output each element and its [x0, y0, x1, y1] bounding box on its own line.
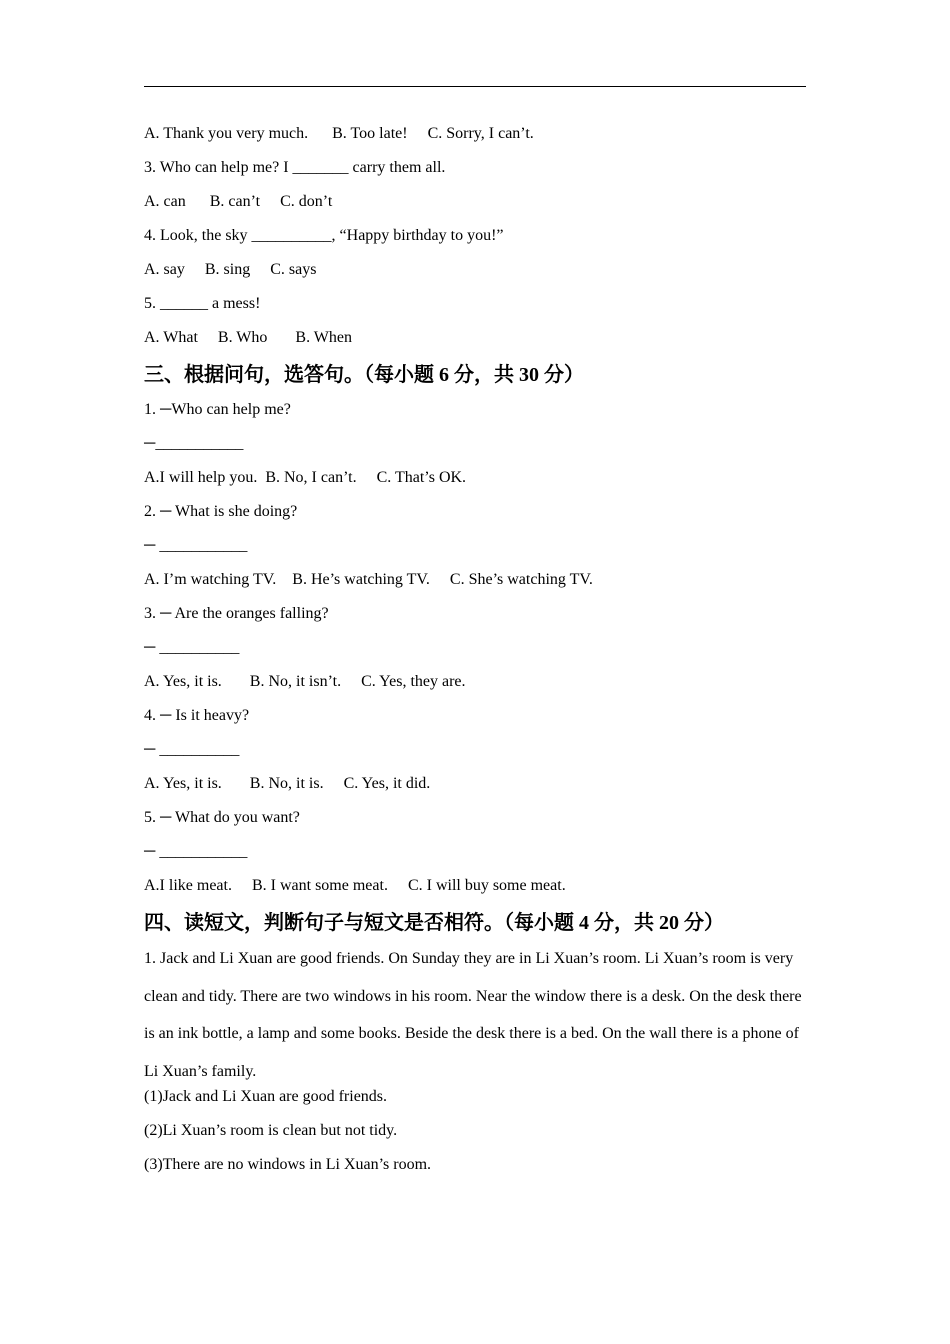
q5-question: 5. ______ a mess! [144, 295, 261, 312]
s3-q4-blank: ─ __________ [144, 741, 240, 758]
s3-q3-question: 3. ─ Are the oranges falling? [144, 605, 329, 622]
document-body [144, 124, 806, 1189]
q5-options: A. What B. Who B. When [144, 329, 352, 346]
s3-q3-options: A. Yes, it is. B. No, it isn’t. C. Yes, they are. [144, 673, 466, 690]
q4-question: 4. Look, the sky __________, “Happy birthday to you!” [144, 227, 504, 244]
s3-q4-question: 4. ─ Is it heavy? [144, 707, 250, 724]
section4-heading: 四、读短文，判断句子与短文是否相符。（每小题 4 分，共 20 分） [144, 912, 724, 934]
s3-q5-blank: ─ ___________ [144, 843, 248, 860]
s3-q4-options: A. Yes, it is. B. No, it is. C. Yes, it did. [144, 775, 431, 792]
s3-q1-question: 1. ─Who can help me? [144, 401, 291, 418]
s3-q5-options: A.I like meat. B. I want some meat. C. I will buy some meat. [144, 877, 566, 894]
q4-options: A. say B. sing C. says [144, 261, 317, 278]
header-rule [144, 86, 806, 87]
s3-q2-question: 2. ─ What is she doing? [144, 503, 298, 520]
statement-3: (3)There are no windows in Li Xuan’s room. [144, 1156, 432, 1173]
q3-options: A. can B. can’t C. don’t [144, 193, 333, 210]
statement-2: (2)Li Xuan’s room is clean but not tidy. [144, 1122, 398, 1139]
q3-question: 3. Who can help me? I _______ carry them all. [144, 159, 446, 176]
section3-heading: 三、根据问句，选答句。（每小题 6 分，共 30 分） [144, 364, 584, 386]
s3-q1-blank: ─___________ [144, 435, 244, 452]
q2-options: A. Thank you very much. B. Too late! C. Sorry, I can’t. [144, 125, 534, 142]
s3-q5-question: 5. ─ What do you want? [144, 809, 300, 826]
s3-q2-blank: ─ ___________ [144, 537, 248, 554]
statement-1: (1)Jack and Li Xuan are good friends. [144, 1088, 388, 1105]
s3-q1-options: A.I will help you. B. No, I can’t. C. That’s OK. [144, 469, 467, 486]
s3-q3-blank: ─ __________ [144, 639, 240, 656]
s3-q2-options: A. I’m watching TV. B. He’s watching TV. C. She’s watching TV. [144, 571, 593, 588]
reading-passage: 1. Jack and Li Xuan are good friends. On Sunday they are in Li Xuan’s room. Li Xuan’s room is very clean and tidy. There are two windows in his room. Near the window there is a desk. On the desk there is an ink bottle, a lamp and some books. Beside the desk there is a bed. On the wall there is a phone of Li Xuan’s family. [144, 950, 802, 1080]
